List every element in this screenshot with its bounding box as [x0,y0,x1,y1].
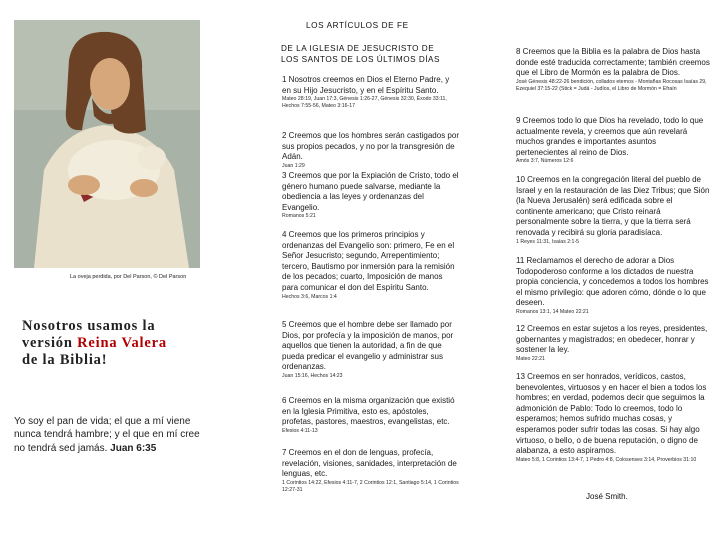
article-refs: Romanos 13:1, 14 Mateo 22:21 [516,308,589,315]
signature: José Smith. [586,492,628,501]
article-refs: Juan 1:29 [282,162,305,169]
article-text: 11 Reclamamos el derecho de adorar a Dios Todopoderoso conforme a los dictados de nuestra propia conciencia, y concedemos a todos los hombres el mismo privilegio: que adoren cómo, dónde o lo que deseen. [516,256,709,308]
article-6 [282,396,460,435]
article-2 [282,131,460,170]
article-text: 12 Creemos en estar sujetos a los reyes, presidentes, gobernantes y magistrados; en obedecer, honrar y sostener la ley. [516,324,708,355]
slogan-line1: Nosotros usamos la [22,318,156,334]
article-12 [516,324,710,363]
article-refs: Amós 3:7, Números 12:6 [516,158,574,165]
article-text: 7 Creemos en el don de lenguas, profecía, revelación, visiones, sanidades, interpretación de lenguas, etc. [282,448,457,479]
article-refs: Mateo 22:21 [516,355,545,362]
article-refs: Romanos 5:21 [282,213,316,220]
painting-jesus-with-lamb [14,20,200,268]
article-refs: 1 Corintios 14:22, Efesios 4:11-7, 2 Corintios 12:1, Santiago 5:14, 1 Corintios 12:27-31 [282,479,459,493]
article-text: 3 Creemos que por la Expiación de Cristo, todo el género humano puede salvarse, mediante la obediencia a las leyes y ordenanzas del Evangelio. [282,171,459,212]
document-title: LOS ARTÍCULOS DE FE [306,21,409,30]
article-refs: Mateo 5:8, 1 Corintios 13:4-7, 1 Pedro 4:8, Colosenses 3:14, Proverbios 31:10 [516,456,697,463]
article-text: 1 Nosotros creemos en Dios el Eterno Padre, y en su Hijo Jesucristo, y en el Espíritu Santo. [282,75,450,95]
slogan-line2-prefix: versión [22,335,78,351]
article-9 [516,116,710,165]
article-refs: Efesios 4:11-13 [282,427,318,434]
article-text: 2 Creemos que los hombres serán castigados por sus propios pecados, y no por la transgresión de Adán. [282,131,459,162]
article-text: 5 Creemos que el hombre debe ser llamado por Dios, por profecía y la imposición de manos, por aquellos que tienen la autoridad, a fin de que pueda predicar el evangelio y administrar sus ordenanzas. [282,320,454,372]
article-13 [516,372,710,464]
article-11 [516,256,710,316]
quote-text: Yo soy el pan de vida; el que a mí viene nunca tendrá hambre; y el que en mí cree no tendrá sed jamás. [14,416,200,454]
article-text: 9 Creemos todo lo que Dios ha revelado, todo lo que actualmente revela, y creemos que aún revelará muchos grandes e importantes asuntos pertenecientes al reino de Dios. [516,116,704,157]
article-text: 10 Creemos en la congregación literal del pueblo de Israel y en la restauración de las Diez Tribus; que Sión (la Nueva Jerusalén) será edificada sobre el continente americano; que Cristo reinará personalmente sobre la tierra, y que la tierra será renovada y recibirá su gloria paradisíaca. [516,175,710,237]
painting-caption: La oveja perdida, por Del Parson, © Del Parson [70,274,187,280]
slogan-line2 [22,335,222,352]
bible-version-slogan [22,318,222,369]
quote-reference: Juan 6:35 [110,442,157,454]
article-8 [516,47,710,93]
article-3 [282,171,460,220]
article-4 [282,230,460,301]
slogan-highlight-reina-valera: Reina Valera [77,335,167,351]
bible-quote [14,415,204,455]
article-text: 4 Creemos que los primeros principios y ordenanzas del Evangelio son: primero, Fe en el Señor Jesucristo; segundo, Arrepentimiento; tercero, Bautismo por inmersión para la remisión de los pecados; cuarto, Imposición de manos para comunicar el don del Espíritu Santo. [282,230,455,292]
article-text: 6 Creemos en la misma organización que existió en la Iglesia Primitiva, esto es, apóstoles, profetas, pastores, maestros, evangelistas, etc. [282,396,455,427]
article-5 [282,320,460,380]
article-text: 8 Creemos que la Biblia es la palabra de Dios hasta donde esté traducida correctamente; también creemos que el Libro de Mormón es la palabra de Dios. [516,47,710,78]
article-refs: Hechos 3:6, Marcos 1:4 [282,293,337,300]
article-refs: Juan 15:16, Hechos 14:23 [282,372,343,379]
article-7 [282,448,460,494]
article-refs: José Génesis 48:22-26 bendición, collados eternos - Montañas Rocosas Isaías 29, Ezequiel 37:15-22 (Stick = Judá - Judíos, el Libro de Mormón = Efraín [516,78,707,92]
article-refs: 1 Reyes 11:31, Isaías 2:1-5 [516,238,580,245]
article-refs: Mateo 28:19, Juan 17:3, Génesis 1:26-27, Génesis 32:30, Éxodo 33:11, Hechos 7:55-56, Mateo 3:16-17 [282,96,447,110]
article-1 [282,75,460,110]
church-name-line2: LOS SANTOS DE LOS ÚLTIMOS DÍAS [281,55,440,64]
article-10 [516,175,710,246]
article-text: 13 Creemos en ser honrados, verídicos, castos, benevolentes, virtuosos y en hacer el bien a todos los hombres; en verdad, podemos decir que seguimos la admonición de Pablo: Todo lo creemos, todo lo esperamos; hemos sufrido muchas cosas, y esperamos poder sufrir todas las cosas. Si hay algo virtuoso, o bello, o de buena reputación, o digno de alabanza, a esto aspiramos. [516,372,707,456]
church-name-line1: DE LA IGLESIA DE JESUCRISTO DE [281,44,435,53]
painting-illustration [14,20,200,268]
slogan-line3: de la Biblia! [22,352,108,368]
